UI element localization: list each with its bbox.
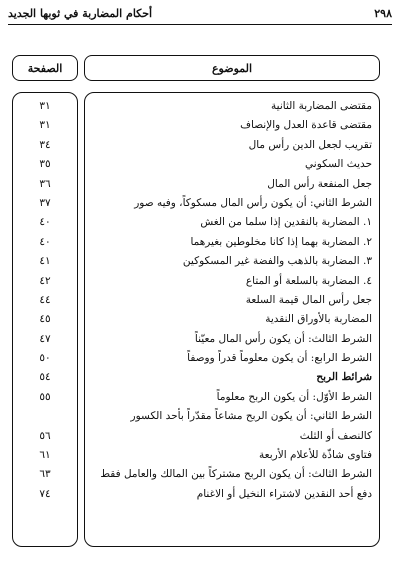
section-heading: شرائط الربح: [316, 371, 372, 384]
page-ref: ٥٤: [39, 371, 51, 384]
topic-text: ٤. المضاربة بالسلعة أو المتاع: [245, 274, 372, 287]
page-ref: ٤٠: [39, 235, 51, 248]
page-ref: ٤٧: [39, 332, 51, 345]
topic-text: دفع أحد النقدين لاشتراء النخيل أو الاغنام: [196, 487, 372, 500]
contents-row: [12, 446, 380, 465]
book-title: أحكام المضاربة في ثوبها الجديد: [8, 6, 153, 20]
topic-text: الشرط الرابع: أن يكون معلوماً قدراً ووصفاً: [187, 352, 372, 365]
topic-text: ١. المضاربة بالنقدين إذا سلما من الغش: [200, 216, 372, 229]
page-ref: ٥٥: [39, 390, 51, 403]
contents-row: [12, 485, 380, 504]
contents-row: [12, 213, 380, 232]
page-ref: ٤٢: [39, 274, 51, 287]
topic-text: الشرط الأوّل: أن يكون الربح معلوماً: [216, 390, 372, 403]
page-ref: ٤١: [39, 255, 51, 268]
topic-text: المضاربة بالأوراق النقدية: [265, 313, 372, 326]
contents-row: [12, 252, 380, 271]
page-ref: ٦١: [39, 449, 51, 462]
contents-row: [12, 427, 380, 446]
contents-row: [12, 175, 380, 194]
page-ref: ٣١: [39, 100, 51, 112]
page-ref: ٦٣: [39, 468, 51, 481]
subject-column-header: الموضوع: [84, 55, 380, 81]
contents-row: [12, 116, 380, 135]
page-ref: ٤٤: [39, 293, 51, 306]
topic-text: فتاوى شاذّة للأعلام الأربعة: [259, 449, 372, 462]
topic-text: مقتضى قاعدة العدل والإنصاف: [240, 119, 372, 132]
topic-text: ٣. المضاربة بالذهب والفضة غير المسكوكين: [182, 255, 372, 268]
topic-text: ٢. المضاربة بهما إذا كانا مخلوطين بغيرهما: [190, 235, 372, 248]
contents-row: [12, 349, 380, 368]
contents-row: [12, 233, 380, 252]
topic-text: الشرط الثالث: أن يكون الربح مشتركاً بين المالك والعامل فقط: [100, 468, 372, 481]
contents-row: [12, 465, 380, 484]
contents-row: [12, 97, 380, 116]
contents-row: [12, 272, 380, 291]
page-ref: ٤٠: [39, 216, 51, 229]
running-head: [8, 4, 392, 22]
page-ref: ٣٤: [39, 138, 51, 151]
page-ref: ٣١: [39, 119, 51, 132]
page-column-header: الصفحة: [12, 55, 78, 81]
contents-row: [12, 310, 380, 329]
contents-list: [12, 97, 380, 504]
topic-text: الشرط الثالث: أن يكون رأس المال معيّناً: [194, 332, 372, 345]
contents-row: [12, 194, 380, 213]
topic-text: مقتضى المضاربة الثانية: [271, 100, 372, 112]
page-ref: [12, 407, 78, 426]
contents-section-row: [12, 368, 380, 387]
page-ref: ٣٦: [39, 177, 51, 190]
page-ref: ٥٠: [39, 352, 51, 365]
page-number: ٢٩٨: [374, 6, 392, 20]
contents-row: [12, 330, 380, 349]
topic-text: الشرط الثاني: أن يكون الربح مشاعاً مقدّراً بأحد الكسور: [130, 410, 372, 423]
contents-row: [12, 155, 380, 174]
header-rule: [8, 24, 392, 25]
topic-text: حديث السكوني: [305, 158, 372, 171]
topic-text: جعل رأس المال قيمة السلعة: [245, 293, 372, 306]
contents-row: [12, 136, 380, 155]
topic-text: الشرط الثاني: أن يكون رأس المال مسكوكاً، وفيه صور: [134, 196, 372, 209]
page-ref: ٣٧: [39, 196, 51, 209]
contents-row: [12, 291, 380, 310]
topic-text: كالنصف أو الثلث: [299, 429, 372, 442]
contents-row: [12, 407, 380, 426]
topic-text: جعل المنفعة رأس المال: [267, 177, 372, 190]
page-ref: ٧٤: [39, 487, 51, 500]
topic-text: تقريب لجعل الدين رأس مال: [248, 138, 372, 151]
page-ref: ٤٥: [39, 313, 51, 326]
page-ref: ٣٥: [39, 158, 51, 171]
contents-row: [12, 388, 380, 407]
page-ref: ٥٦: [39, 429, 51, 442]
